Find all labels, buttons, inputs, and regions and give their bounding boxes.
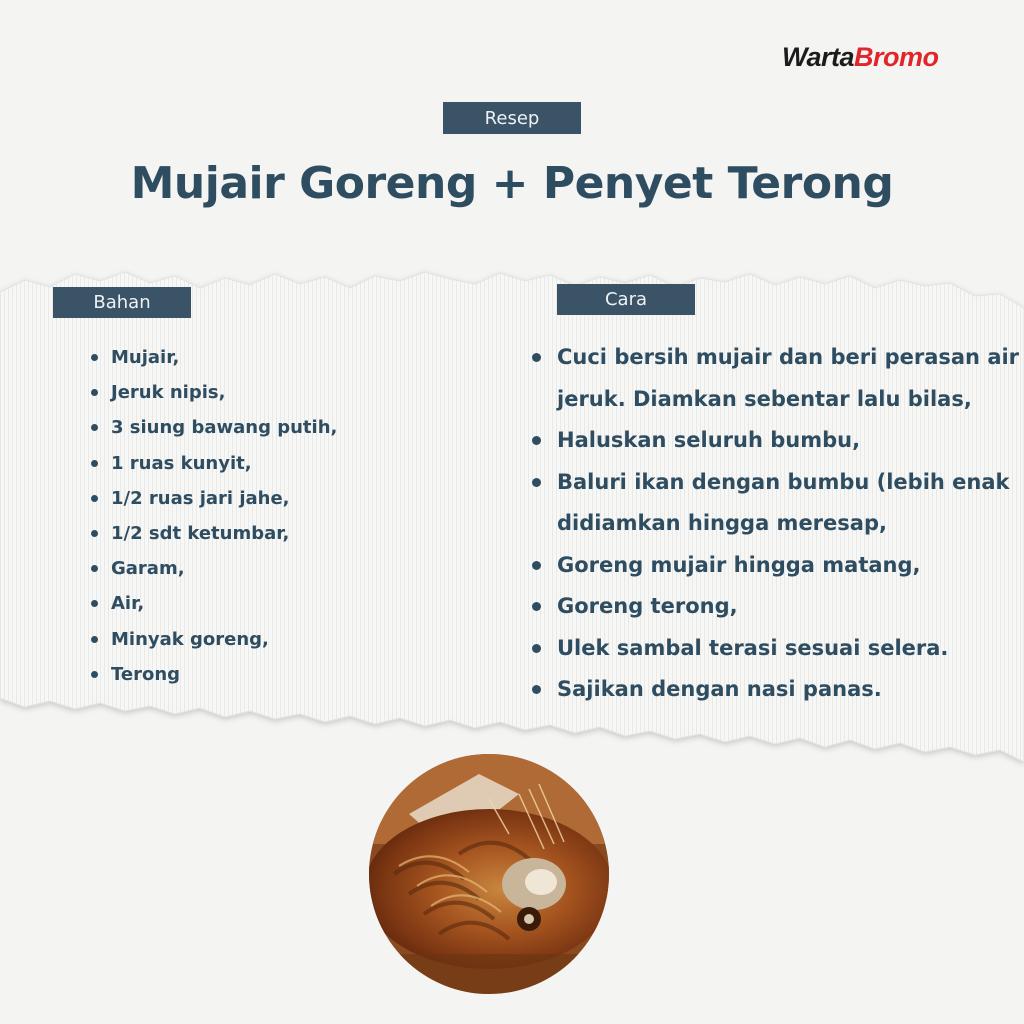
logo-text-warta: Warta — [782, 42, 855, 72]
step-item: Cuci bersih mujair dan beri perasan air — [557, 337, 1019, 379]
ingredient-item: Garam, — [111, 551, 337, 586]
step-item: Goreng mujair hingga matang, — [557, 545, 1019, 587]
ingredient-item: 1/2 sdt ketumbar, — [111, 516, 337, 551]
step-item: Goreng terong, — [557, 586, 1019, 628]
recipe-title: Mujair Goreng + Penyet Terong — [130, 158, 894, 209]
logo-text-bromo: Bromo — [854, 42, 939, 72]
ingredient-item: 1 ruas kunyit, — [111, 446, 337, 481]
ingredient-item: Minyak goreng, — [111, 622, 337, 657]
ingredient-item: Terong — [111, 657, 337, 692]
bahan-label: Bahan — [53, 287, 191, 318]
step-item-continuation: jeruk. Diamkan sebentar lalu bilas, — [557, 386, 972, 411]
step-item: Haluskan seluruh bumbu, — [557, 420, 1019, 462]
step-item: Ulek sambal terasi sesuai selera. — [557, 628, 1019, 670]
wartabromo-logo — [782, 42, 996, 73]
ingredient-item: 3 siung bawang putih, — [111, 410, 337, 445]
step-item: Sajikan dengan nasi panas. — [557, 669, 1019, 711]
ingredient-item: 1/2 ruas jari jahe, — [111, 481, 337, 516]
ingredients-list — [111, 340, 337, 692]
step-item-continuation: didiamkan hingga meresap, — [557, 511, 887, 535]
ingredient-item: Air, — [111, 586, 337, 621]
cara-label: Cara — [557, 284, 695, 315]
step-item: Baluri ikan dengan bumbu (lebih enak — [557, 462, 1019, 504]
fried-fish-photo — [369, 754, 609, 994]
category-tag: Resep — [443, 102, 581, 134]
ingredient-item: Mujair, — [111, 340, 337, 375]
ingredient-item: Jeruk nipis, — [111, 375, 337, 410]
steps-list — [557, 337, 1019, 711]
